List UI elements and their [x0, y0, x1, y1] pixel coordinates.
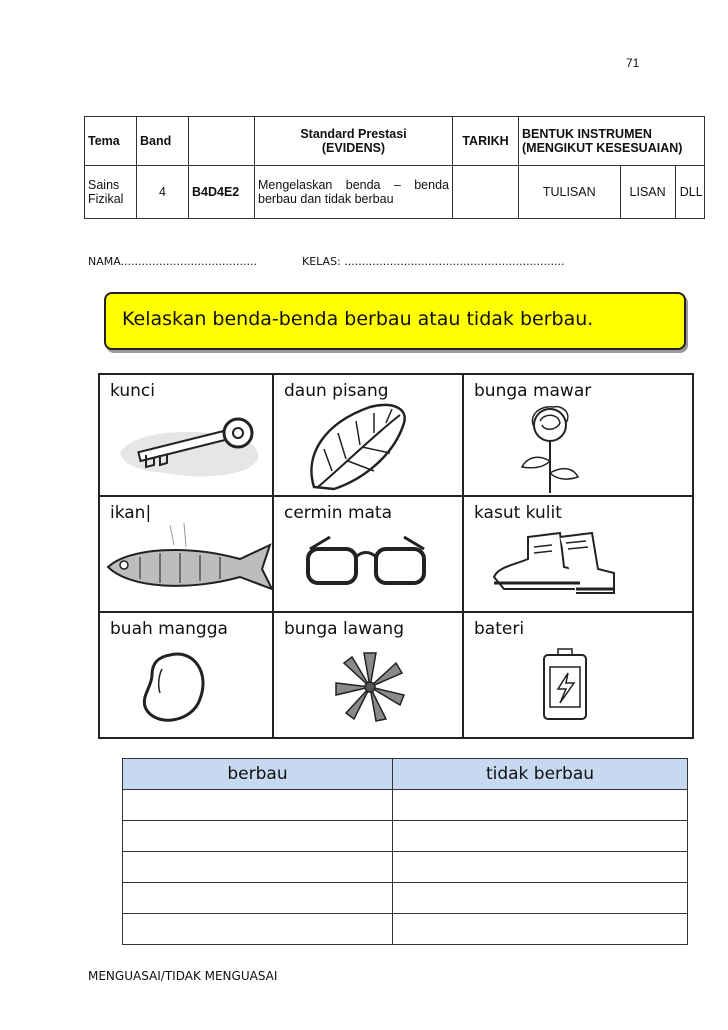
table-row: [123, 883, 688, 914]
header-standard: Standard Prestasi (EVIDENS): [255, 117, 453, 166]
item-label: daun pisang: [284, 381, 389, 401]
column-berbau: berbau: [123, 759, 393, 790]
leather-shoes-icon: [464, 497, 688, 613]
item-label: bateri: [474, 619, 525, 639]
header-tema: Tema: [85, 117, 137, 166]
item-label: bunga lawang: [284, 619, 404, 639]
instrumen-dll: DLL: [675, 166, 704, 218]
instruction-text: Kelaskan benda-benda berbau atau tidak berbau.: [122, 308, 594, 330]
table-row: [123, 821, 688, 852]
item-bunga-lawang: [274, 613, 464, 737]
answer-cell[interactable]: [123, 852, 393, 883]
table-row: [123, 790, 688, 821]
item-bateri: [464, 613, 692, 737]
item-daun-pisang: [274, 375, 464, 497]
student-class-field[interactable]: KELAS: ...............................................................: [302, 255, 565, 268]
answer-cell[interactable]: [393, 852, 688, 883]
picture-grid: [98, 373, 694, 739]
answer-cell[interactable]: [123, 883, 393, 914]
instrumen-lisan: LISAN: [620, 166, 675, 218]
tema-value: Sains Fizikal: [85, 166, 137, 219]
answer-cell[interactable]: [393, 821, 688, 852]
item-kasut-kulit: [464, 497, 692, 613]
item-label: ikan|: [110, 503, 152, 523]
tarikh-value: [453, 166, 519, 219]
item-cermin-mata: [274, 497, 464, 613]
standard-description: Mengelaskan benda – benda berbau dan tidak berbau: [255, 166, 453, 219]
header-code-blank: [189, 117, 255, 166]
star-anise-icon: [274, 613, 464, 735]
rose-icon: [464, 375, 688, 497]
item-label: kunci: [110, 381, 155, 401]
banana-leaf-icon: [274, 375, 464, 497]
answer-cell[interactable]: [393, 914, 688, 945]
table-row: [123, 914, 688, 945]
instrumen-options: [519, 166, 705, 219]
item-label: buah mangga: [110, 619, 228, 639]
assessment-header-table: [84, 116, 705, 219]
standard-code: B4D4E2: [189, 166, 255, 219]
answer-cell[interactable]: [393, 790, 688, 821]
battery-icon: [464, 613, 688, 735]
item-bunga-mawar: [464, 375, 692, 497]
classification-table: [122, 758, 688, 945]
instrumen-tulisan: TULISAN: [542, 185, 596, 199]
item-label: bunga mawar: [474, 381, 592, 401]
item-label: cermin mata: [284, 503, 393, 523]
header-instrumen: BENTUK INSTRUMEN (MENGIKUT KESESUAIAN): [519, 117, 705, 166]
item-label: kasut kulit: [474, 503, 562, 523]
column-tidak-berbau: tidak berbau: [393, 759, 688, 790]
band-value: 4: [137, 166, 189, 219]
page-number: 71: [626, 56, 640, 70]
answer-cell[interactable]: [123, 790, 393, 821]
fish-icon: [100, 497, 274, 613]
header-tarikh: TARIKH: [453, 117, 519, 166]
answer-cell[interactable]: [123, 821, 393, 852]
item-ikan: [100, 497, 274, 613]
table-row: [123, 852, 688, 883]
glasses-icon: [274, 497, 464, 613]
student-name-field[interactable]: NAMA.......................................: [88, 255, 257, 268]
header-band: Band: [137, 117, 189, 166]
instruction-banner: [104, 292, 686, 350]
answer-cell[interactable]: [123, 914, 393, 945]
item-buah-mangga: [100, 613, 274, 737]
answer-cell[interactable]: [393, 883, 688, 914]
mango-icon: [100, 613, 274, 735]
mastery-status: MENGUASAI/TIDAK MENGUASAI: [88, 969, 278, 983]
key-icon: [100, 375, 274, 497]
item-kunci: [100, 375, 274, 497]
